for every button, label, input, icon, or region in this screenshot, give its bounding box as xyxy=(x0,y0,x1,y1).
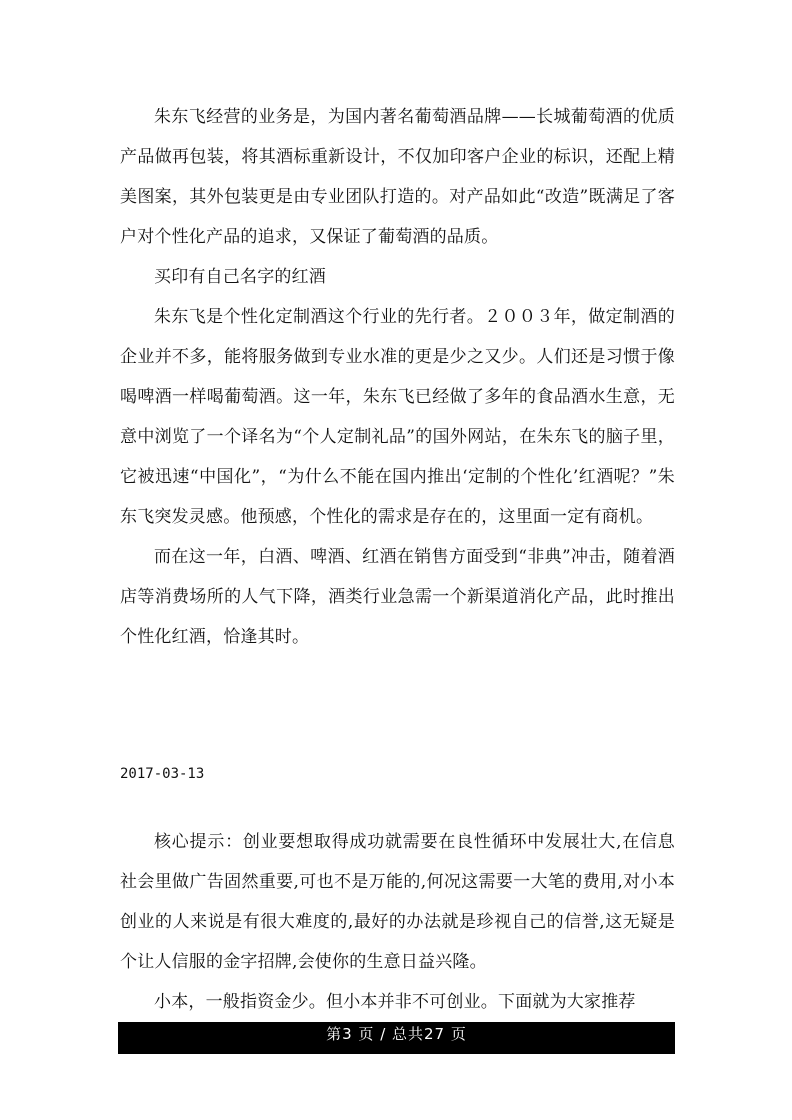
page-number-label: 第3 页 / 总共27 页 xyxy=(326,1025,467,1043)
paragraph-intro: 朱东飞经营的业务是，为国内著名葡萄酒品牌——长城葡萄酒的优质产品做再包装，将其酒标重新设计，不仅加印客户企业的标识，还配上精美图案，其外包装更是由专业团队打造的。对产品如此“改造”既满足了客户对个性化产品的追求，又保证了葡萄酒的品质。 xyxy=(120,107,675,247)
paragraph-market: 而在这一年，白酒、啤酒、红酒在销售方面受到“非典”冲击，随着酒店等消费场所的人气下降，酒类行业急需一个新渠道消化产品，此时推出个性化红酒，恰逢其时。 xyxy=(120,547,675,647)
paragraph-core-tip: 核心提示：创业要想取得成功就需要在良性循环中发展壮大,在信息社会里做广告固然重要,可也不是万能的,何况这需要一大笔的费用,对小本创业的人来说是有很大难度的,最好的办法就是珍视自己的信誉,这无疑是个让人信服的金字招牌,会使你的生意日益兴隆。 xyxy=(120,832,675,972)
paragraph-small-capital: 小本，一般指资金少。但小本并非不可创业。下面就为大家推荐 xyxy=(154,992,636,1012)
article-section-2 xyxy=(120,822,675,1022)
paragraph-pioneer: 朱东飞是个性化定制酒这个行业的先行者。２００３年，做定制酒的企业并不多，能将服务做到专业水准的更是少之又少。人们还是习惯于像喝啤酒一样喝葡萄酒。这一年，朱东飞已经做了多年的食品酒水生意，无意中浏览了一个译名为“个人定制礼品”的国外网站，在朱东飞的脑子里，它被迅速“中国化”，“为什么不能在国内推出‘定制的个性化’红酒呢？”朱东飞突发灵感。他预感，个性化的需求是存在的，这里面一定有商机。 xyxy=(120,307,675,527)
article-section-1 xyxy=(120,97,675,657)
article-date: 2017-03-13 xyxy=(120,766,205,782)
page-footer xyxy=(118,1022,675,1054)
section-heading: 买印有自己名字的红酒 xyxy=(154,267,326,287)
